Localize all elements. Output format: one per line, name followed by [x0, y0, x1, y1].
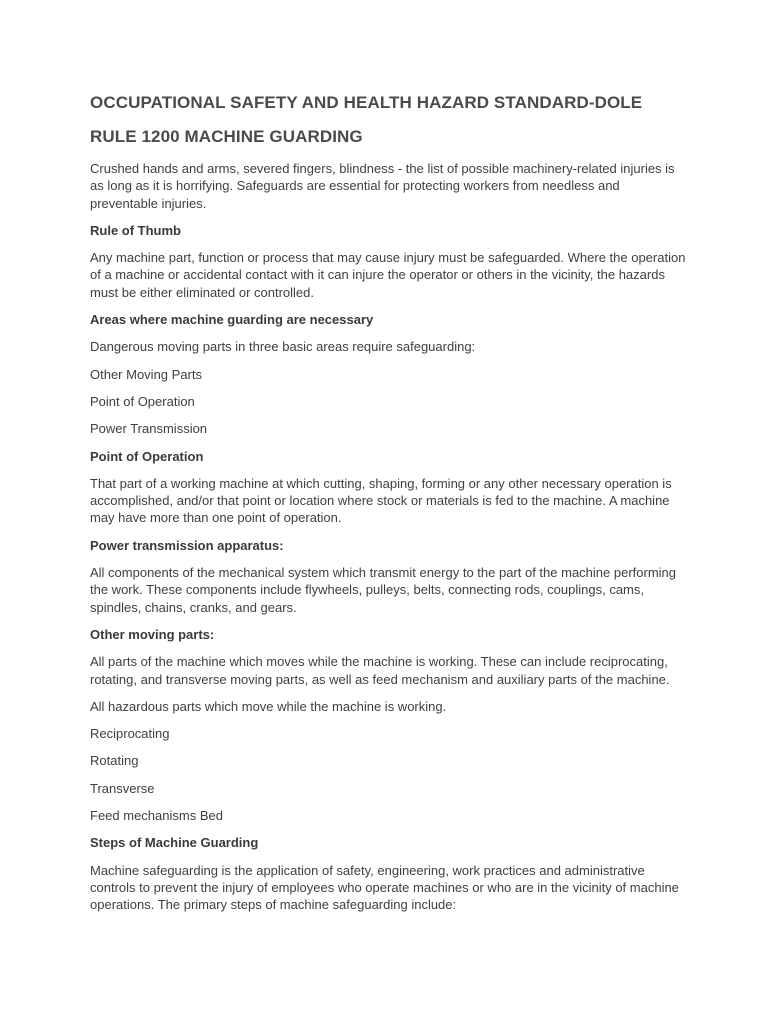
list-item: Point of Operation	[90, 393, 195, 409]
list-item: Reciprocating	[90, 726, 170, 742]
section-heading-other-moving-parts: Other moving parts:	[90, 626, 215, 642]
document-title-line-2: RULE 1200 MACHINE GUARDING	[90, 127, 363, 146]
document-body	[90, 160, 690, 914]
steps-paragraph: Machine safeguarding is the application of safety, engineering, work practices and administrative controls to prevent the injury of employees who operate machines or who are in the vicinity of machine operations. The primary steps of machine safeguarding include:	[90, 862, 679, 913]
section-heading-steps: Steps of Machine Guarding	[90, 835, 259, 851]
section-heading-power-transmission: Power transmission apparatus:	[90, 537, 284, 553]
list-item: Transverse	[90, 780, 155, 796]
power-transmission-paragraph: All components of the mechanical system which transmit energy to the part of the machine performing the work. These components include flywheels, pulleys, belts, connecting rods, couplings, cams, spindles, chains, cranks, and gears.	[90, 565, 677, 615]
rule-of-thumb-paragraph: Any machine part, function or process that may cause injury must be safeguarded. Where the operation of a machine or accidental contact with it can injure the operator or others in the vicinity, the hazards must be either eliminated or controlled.	[90, 250, 686, 300]
list-item: Feed mechanisms Bed	[90, 808, 223, 824]
section-heading-rule-of-thumb: Rule of Thumb	[90, 222, 181, 238]
section-heading-point-of-operation: Point of Operation	[90, 448, 204, 464]
document-title-line-1: OCCUPATIONAL SAFETY AND HEALTH HAZARD STANDARD-DOLE	[90, 93, 643, 112]
point-of-operation-paragraph: That part of a working machine at which cutting, shaping, forming or any other necessary operation is accomplished, and/or that point or location where stock or materials is fed to the machine. A machine may have more than one point of operation.	[90, 475, 672, 526]
areas-paragraph: Dangerous moving parts in three basic areas require safeguarding:	[90, 339, 476, 355]
list-item: Rotating	[90, 753, 139, 769]
intro-paragraph: Crushed hands and arms, severed fingers, blindness - the list of possible machinery-related injuries is as long as it is horrifying. Safeguards are essential for protecting workers from needless and preventable injuries.	[90, 161, 675, 211]
other-moving-parts-paragraph: All parts of the machine which moves while the machine is working. These can include reciprocating, rotating, and transverse moving parts, as well as feed mechanism and auxiliary parts of the machine.	[90, 654, 670, 687]
section-heading-areas: Areas where machine guarding are necessary	[90, 312, 374, 328]
list-item: Power Transmission	[90, 421, 208, 437]
list-item: Other Moving Parts	[90, 366, 202, 382]
hazardous-parts-paragraph: All hazardous parts which move while the machine is working.	[90, 698, 447, 714]
document-page	[90, 92, 690, 924]
